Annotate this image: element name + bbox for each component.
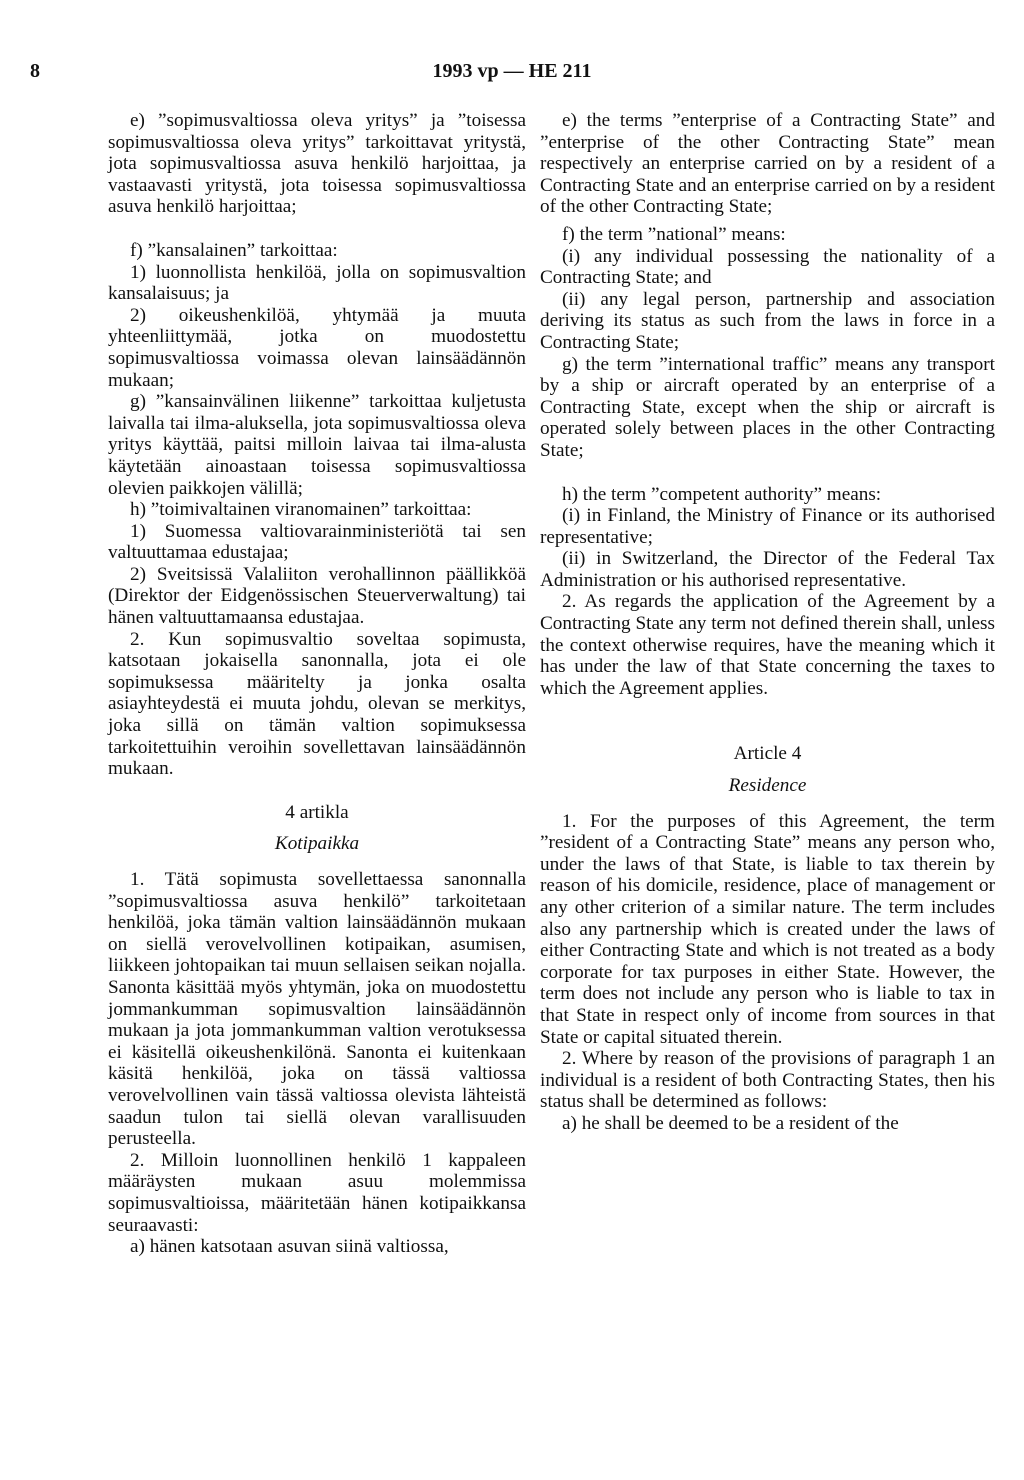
definition-e: e) ”sopimusvaltiossa oleva yritys” ja ”toisessa sopimusvaltiossa oleva yritys” tarkoittavat yritystä, jota sopimusvaltiossa asuva henkilö harjoittaa, ja vastaavasti yritystä, jota toisessa sopimusvaltiossa asuva henkilö harjoittaa; <box>108 110 526 218</box>
definition-f: f) the term ”national” means: <box>562 223 786 245</box>
page-header <box>30 60 994 90</box>
definition-h-2: 2) Sveitsissä Valaliiton verohallinnon päällikköä (Direktor der Eidgenössischen Steuerverwaltung) tai hänen valtuuttamaansa edustajaa. <box>108 563 526 629</box>
definition-h-2: (ii) in Switzerland, the Director of the Federal Tax Administration or his authorised representative. <box>540 548 995 591</box>
paragraph-2: 2. Kun sopimusvaltio soveltaa sopimusta, katsotaan jokaisella sanonnalla, jota ei ole sopimuksessa määritelty ja jonka osalta asiayhteydestä ei muuta johdu, olevan se merkitys, joka sillä on tämän valtion sopimuksessa tarkoitettuihin veroihin sovellettavan lainsäädännön mukaan. <box>108 628 526 780</box>
article-title: 4 artikla <box>285 801 349 823</box>
definition-f-2: (ii) any legal person, partnership and association deriving its status as such from the laws in force in a Contracting State; <box>540 288 995 353</box>
definition-f-2: 2) oikeushenkilöä, yhtymää ja muuta yhteenliittymää, jotka on muodostettu sopimusvaltiossa voimassa olevan lainsäädännön mukaan; <box>108 304 526 391</box>
article-title: Article 4 <box>733 743 802 765</box>
definition-g: g) the term ”international traffic” means any transport by a ship or aircraft operated by an enterprise of a Contracting State, except when the ship or aircraft is operated solely between places in the other Contracting State; <box>540 353 995 461</box>
definition-h: h) ”toimivaltainen viranomainen” tarkoittaa: <box>130 499 472 521</box>
article-subtitle: Residence <box>728 775 807 797</box>
definition-f-1: (i) any individual possessing the nationality of a Contracting State; and <box>540 245 995 289</box>
definition-h: h) the term ”competent authority” means: <box>562 483 882 505</box>
english-column <box>540 110 995 1135</box>
article-subtitle: Kotipaikka <box>274 833 360 855</box>
definition-g: g) ”kansainvälinen liikenne” tarkoittaa kuljetusta laivalla tai ilma-aluksella, jota sopimusvaltiossa oleva yritys käyttää, paitsi milloin laivaa tai ilma-alusta käytetään ainoastaan toisessa sopimusvaltiossa olevien paikkojen välillä; <box>108 391 526 499</box>
paragraph-2: 2. As regards the application of the Agreement by a Contracting State any term not defined therein shall, unless the context otherwise requires, have the meaning which it has under the law of that State concerning the taxes to which the Agreement applies. <box>540 591 995 699</box>
finnish-column <box>108 110 526 1258</box>
page-number: 8 <box>30 60 40 82</box>
definition-f-1: 1) luonnollista henkilöä, jolla on sopimusvaltion kansalaisuus; ja <box>108 261 526 305</box>
article-paragraph-2a: a) hänen katsotaan asuvan siinä valtiossa, <box>130 1236 449 1258</box>
article-paragraph-1: 1. For the purposes of this Agreement, the term ”resident of a Contracting State” means any person who, under the laws of that State, is liable to tax therein by reason of his domicile, residence, place of management or any other criterion of a similar nature. The term includes also any partnership which is created under the laws of either Contracting State and which is not treated as a body corporate for tax purposes in either State. However, the term does not include any person who is liable to tax in that State in respect only of income from sources in that State or capital situated therein. <box>540 810 995 1048</box>
article-paragraph-2: 2. Milloin luonnollinen henkilö 1 kappaleen määräysten mukaan asuu molemmissa sopimusvaltioissa, määritetään hänen kotipaikkansa seuraavasti: <box>108 1149 526 1236</box>
definition-f: f) ”kansalainen” tarkoittaa: <box>130 239 338 261</box>
running-title: 1993 vp — HE 211 <box>432 60 592 82</box>
article-paragraph-1: 1. Tätä sopimusta sovellettaessa sanonnalla ”sopimusvaltiossa asuva henkilö” tarkoitetaan henkilöä, joka tämän valtion lainsäädännön mukaan on siellä verovelvollinen kotipaikan, asumisen, liikkeen johtopaikan tai muun sellaisen seikan nojalla. Sanonta käsittää myös yhtymän, joka on muodostettu jommankumman sopimusvaltion lainsäädännön mukaan ja jota jommankumman valtion verotuksessa ei käsitellä oikeushenkilönä. Sanonta ei kuitenkaan käsitä henkilöä, joka on tässä valtiossa verovelvollinen vain tässä valtiossa olevista lähteistä saadun tulon tai siellä olevan varallisuuden perusteella. <box>108 869 526 1150</box>
article-paragraph-2: 2. Where by reason of the provisions of paragraph 1 an individual is a resident of both Contracting States, then his status shall be determined as follows: <box>540 1048 995 1113</box>
definition-h-1: 1) Suomessa valtiovarainministeriötä tai sen valtuuttamaa edustajaa; <box>108 520 526 564</box>
article-paragraph-2a: a) he shall be deemed to be a resident of the <box>562 1112 899 1134</box>
definition-h-1: (i) in Finland, the Ministry of Finance or its authorised representative; <box>540 505 995 548</box>
definition-e: e) the terms ”enterprise of a Contracting State” and ”enterprise of the other Contracting State” mean respectively an enterprise carried on by a resident of a Contracting State and an enterprise carried on by a resident of the other Contracting State; <box>540 110 995 218</box>
